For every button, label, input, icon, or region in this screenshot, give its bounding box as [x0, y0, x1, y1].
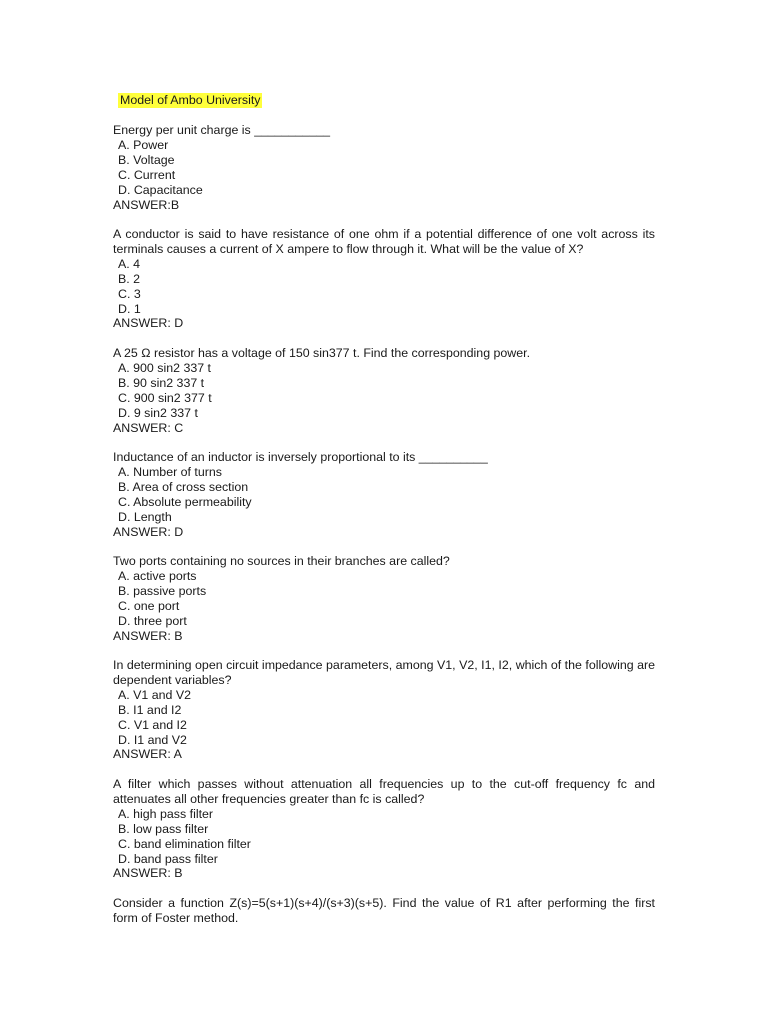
option-b: B. I1 and I2 [118, 702, 182, 717]
option-d: D. 1 [118, 301, 141, 316]
question-stem: A conductor is said to have resistance of one ohm if a potential difference of one volt across its terminals causes a current of X ampere to flow through it. What will be the value of X? [113, 227, 655, 256]
option-a: A. 900 sin2 337 t [118, 360, 211, 375]
answer-line: ANSWER:B [113, 197, 180, 212]
option-c: C. Current [118, 167, 176, 182]
option-list [113, 688, 655, 748]
question-8 [113, 896, 655, 926]
page-title: Model of Ambo University [120, 93, 261, 107]
option-d: D. Capacitance [118, 182, 203, 197]
option-list [113, 361, 655, 421]
answer-line: ANSWER: B [113, 866, 183, 881]
option-b: B. Voltage [118, 152, 175, 167]
option-a: A. Power [118, 137, 169, 152]
option-list [113, 569, 655, 629]
answer-line: ANSWER: B [113, 628, 183, 643]
question-stem: In determining open circuit impedance parameters, among V1, V2, I1, I2, which of the following are dependent variables? [113, 658, 655, 687]
question-5 [113, 554, 655, 643]
question-stem: Inductance of an inductor is inversely proportional to its __________ [113, 450, 488, 464]
option-c: C. 900 sin2 377 t [118, 390, 212, 405]
option-a: A. high pass filter [118, 806, 214, 821]
question-4 [113, 450, 655, 539]
option-b: B. low pass filter [118, 821, 209, 836]
option-list [113, 257, 655, 317]
question-stem: A filter which passes without attenuation all frequencies up to the cut-off frequency fc and attenuates all other frequencies greater than fc is called? [113, 777, 655, 806]
option-c: C. one port [118, 598, 180, 613]
option-d: D. band pass filter [118, 851, 218, 866]
option-a: A. 4 [118, 256, 141, 271]
option-c: C. Absolute permeability [118, 494, 252, 509]
option-list [113, 138, 655, 198]
option-b: B. 2 [118, 271, 141, 286]
question-stem: Two ports containing no sources in their branches are called? [113, 554, 450, 568]
option-list [113, 807, 655, 867]
question-2 [113, 227, 655, 331]
option-c: C. 3 [118, 286, 141, 301]
option-b: B. passive ports [118, 583, 207, 598]
option-d: D. three port [118, 613, 187, 628]
option-a: A. active ports [118, 568, 197, 583]
question-1 [113, 123, 655, 212]
option-a: A. V1 and V2 [118, 687, 192, 702]
answer-line: ANSWER: D [113, 524, 184, 539]
option-b: B. Area of cross section [118, 479, 249, 494]
option-c: C. V1 and I2 [118, 717, 187, 732]
question-7 [113, 777, 655, 881]
answer-line: ANSWER: D [113, 316, 184, 331]
question-3 [113, 346, 655, 435]
question-6 [113, 658, 655, 762]
question-stem: Energy per unit charge is ___________ [113, 123, 330, 137]
option-d: D. 9 sin2 337 t [118, 405, 198, 420]
option-d: D. Length [118, 509, 172, 524]
option-a: A. Number of turns [118, 464, 222, 479]
answer-line: ANSWER: C [113, 420, 184, 435]
option-b: B. 90 sin2 337 t [118, 375, 205, 390]
answer-line: ANSWER: A [113, 747, 182, 762]
option-list [113, 465, 655, 525]
question-stem: Consider a function Z(s)=5(s+1)(s+4)/(s+3)(s+5). Find the value of R1 after performing the first form of Foster method. [113, 896, 655, 925]
option-d: D. I1 and V2 [118, 732, 187, 747]
option-c: C. band elimination filter [118, 836, 251, 851]
question-stem: A 25 Ω resistor has a voltage of 150 sin377 t. Find the corresponding power. [113, 346, 531, 360]
